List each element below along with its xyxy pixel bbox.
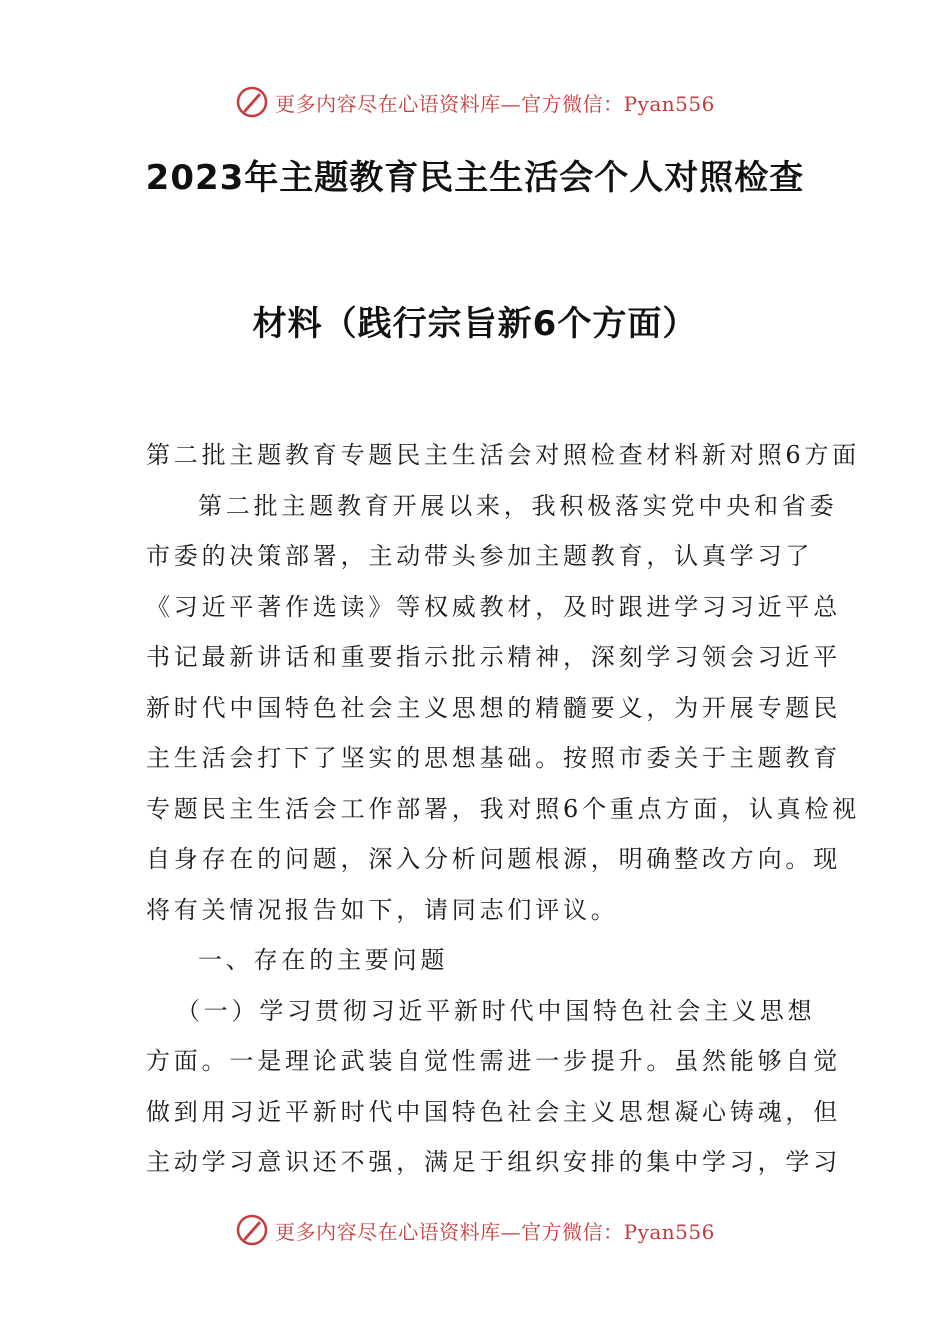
body-line: 《习近平著作选读》等权威教材，及时跟进学习习近平总 (146, 592, 841, 621)
body-line: 市委的决策部署，主动带头参加主题教育，认真学习了 (146, 542, 814, 570)
quill-logo-icon (235, 1213, 269, 1247)
body-line: 第二批主题教育专题民主生活会对照检查材料新对照6方面 (146, 441, 861, 469)
document-title-line-1: 2023年主题教育民主生活会个人对照检查 (145, 158, 805, 198)
body-line: 第二批主题教育开展以来，我积极落实党中央和省委 (198, 491, 838, 520)
body-line: 主生活会打下了坚实的思想基础。按照市委关于主题教育 (146, 744, 841, 772)
document-title-line-2: 材料（践行宗旨新6个方面） (252, 304, 698, 344)
watermark-banner-bottom (0, 1210, 950, 1250)
body-line: 专题民主生活会工作部署，我对照6个重点方面，认真检视 (146, 794, 861, 823)
body-line: 方面。一是理论武装自觉性需进一步提升。虽然能够自觉 (146, 1047, 841, 1075)
body-line: 主动学习意识还不强，满足于组织安排的集中学习，学习 (146, 1148, 841, 1176)
watermark-text: 更多内容尽在心语资料库—官方微信：Pyan556 (275, 1219, 715, 1244)
quill-logo-icon (235, 85, 269, 119)
section-heading: 一、存在的主要问题 (198, 946, 449, 974)
subsection-heading: （一）学习贯彻习近平新时代中国特色社会主义思想 (176, 996, 816, 1025)
body-line: 做到用习近平新时代中国特色社会主义思想凝心铸魂，但 (146, 1097, 841, 1126)
body-line: 书记最新讲话和重要指示批示精神，深刻学习领会习近平 (146, 643, 841, 671)
watermark-banner-top (0, 82, 950, 122)
body-line: 新时代中国特色社会主义思想的精髓要义，为开展专题民 (146, 693, 841, 722)
document-body (146, 430, 861, 1188)
watermark-text: 更多内容尽在心语资料库—官方微信：Pyan556 (275, 91, 715, 116)
body-line: 自身存在的问题，深入分析问题根源，明确整改方向。现 (146, 845, 841, 873)
body-line: 将有关情况报告如下，请同志们评议。 (146, 895, 619, 924)
